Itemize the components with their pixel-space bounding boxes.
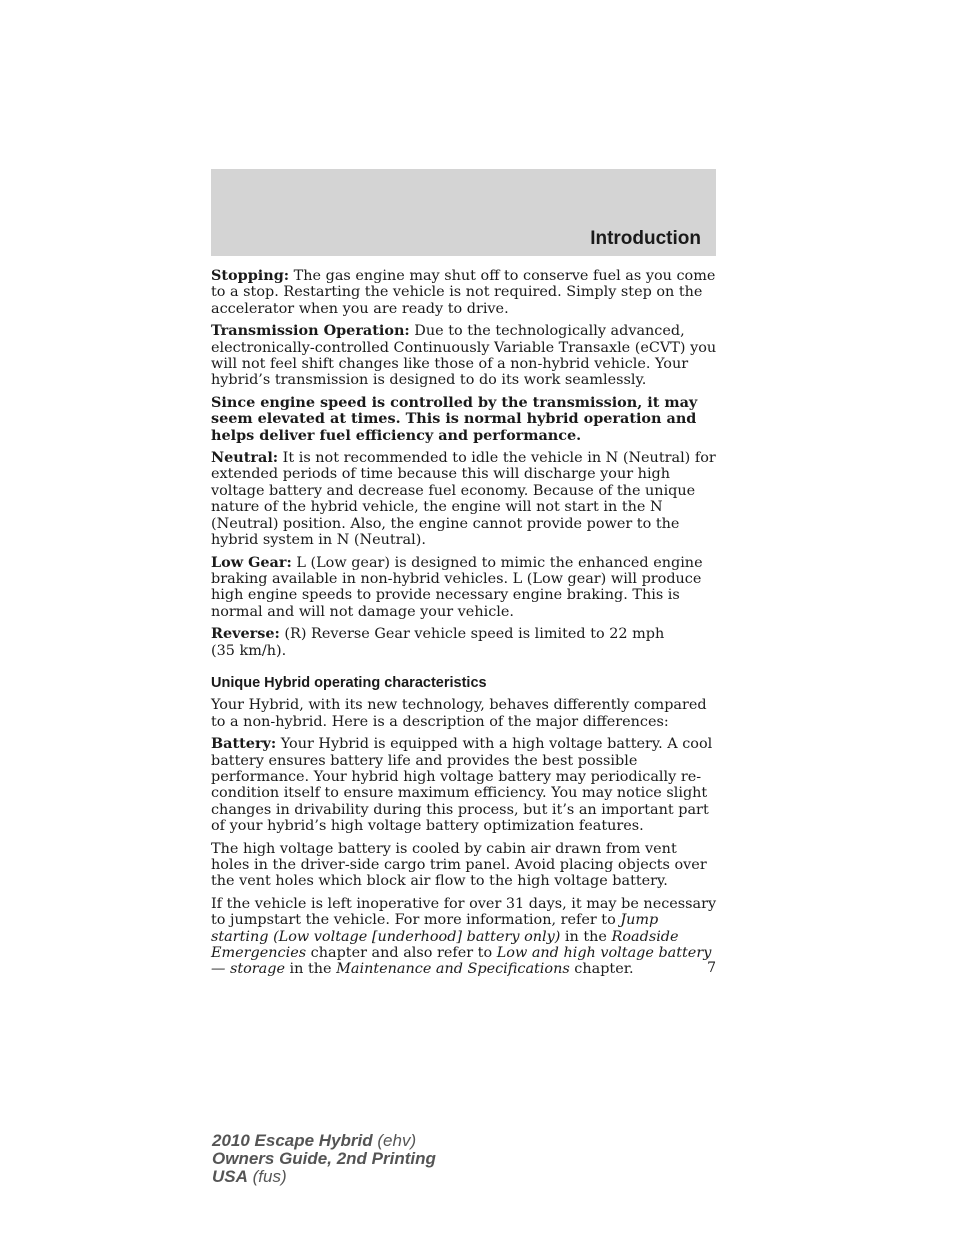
chapter-header-bar	[211, 169, 716, 256]
footer-line-3	[212, 1168, 436, 1186]
paragraph-low-gear	[211, 555, 717, 621]
footer-model-code: (ehv)	[372, 1131, 417, 1150]
inoperative-text-4: in the	[284, 961, 337, 978]
inoperative-text-2: in the	[560, 928, 612, 945]
footer-line-1	[212, 1132, 436, 1150]
page-content	[211, 268, 717, 984]
paragraph-section-intro: Your Hybrid, with its new technology, behaves differently compared to a non-hybrid. Here is a description of the major differences:	[211, 697, 707, 730]
reference-jump-starting: Jump starting (Low voltage [underhood] battery only)	[211, 912, 659, 945]
paragraph-battery	[211, 736, 717, 834]
engine-speed-note: Since engine speed is controlled by the transmission, it may seem elevated at times. This is normal hybrid operation and helps deliver fuel efficiency and performance.	[211, 393, 698, 444]
low-gear-text: L (Low gear) is designed to mimic the enhanced engine braking available in non-hybrid vehicles. L (Low gear) will produce high engine speeds to provide necessary engine braking. This is normal and will not damage your vehicle.	[211, 554, 703, 620]
reverse-text-line2: (35 km/h).	[211, 642, 287, 659]
battery-label: Battery:	[211, 735, 277, 753]
stopping-text: The gas engine may shut off to conserve fuel as you come to a stop. Restarting the vehicle is not required. Simply step on the accelerator when you are ready to drive.	[211, 268, 716, 317]
paragraph-stopping	[211, 268, 717, 317]
inoperative-text-5: chapter.	[569, 961, 634, 978]
low-gear-label: Low Gear:	[211, 553, 292, 571]
neutral-label: Neutral:	[211, 449, 279, 467]
transmission-text: Due to the technologically advanced, electronically-controlled Continuously Variable Transaxle (eCVT) you will not feel shift changes like those of a non-hybrid vehicle. Your hybrid’s transmission is designed to do its work seamlessly.	[211, 323, 717, 389]
paragraph-neutral	[211, 450, 717, 548]
page-number: 7	[707, 960, 716, 976]
section-heading: Unique Hybrid operating characteristics	[211, 674, 487, 691]
reverse-label: Reverse:	[211, 625, 280, 643]
footer-market-code: (fus)	[247, 1167, 287, 1186]
paragraph-inoperative	[211, 896, 717, 978]
paragraph-transmission	[211, 323, 717, 389]
inoperative-text-1: If the vehicle is left inoperative for over 31 days, it may be necessary to jumpstart the vehicle. For more information, refer to	[211, 895, 717, 929]
reference-roadside-emergencies: Roadside Emergencies	[211, 928, 679, 962]
paragraph-cooling: The high voltage battery is cooled by cabin air drawn from vent holes in the driver-side cargo trim panel. Avoid placing objects over the vent holes which block air flow to the high voltage battery.	[211, 840, 707, 890]
inoperative-text-3: chapter and also refer to	[306, 945, 497, 962]
reference-battery-storage: Low and high voltage battery — storage	[211, 945, 712, 978]
transmission-label: Transmission Operation:	[211, 322, 410, 340]
document-footer	[212, 1132, 436, 1186]
stopping-label: Stopping:	[211, 267, 290, 284]
footer-market: USA	[212, 1167, 248, 1186]
paragraph-engine-speed-note	[211, 395, 717, 444]
battery-text: Your Hybrid is equipped with a high voltage battery. A cool battery ensures battery life and provides the best possible performance. Your hybrid high voltage battery may periodically re-condition itself to ensure maximum efficiency. You may notice slight changes in drivability during this process, but it’s an important part of your hybrid’s high voltage battery optimization features.	[211, 736, 713, 835]
neutral-text: It is not recommended to idle the vehicle in N (Neutral) for extended periods of time because this will discharge your high voltage battery and decrease fuel economy. Because of the unique nature of the hybrid vehicle, the engine will not start in the N (Neutral) position. Also, the engine cannot provide power to the hybrid system in N (Neutral).	[211, 450, 716, 549]
reference-maintenance: Maintenance and Specifications	[336, 961, 570, 978]
paragraph-reverse	[211, 626, 717, 659]
footer-printing: Owners Guide, 2nd Printing	[212, 1149, 436, 1168]
footer-line-2	[212, 1150, 436, 1168]
chapter-title: Introduction	[590, 228, 701, 249]
footer-model: 2010 Escape Hybrid	[212, 1131, 373, 1150]
reverse-text-line1: (R) Reverse Gear vehicle speed is limited to 22 mph	[279, 626, 665, 643]
